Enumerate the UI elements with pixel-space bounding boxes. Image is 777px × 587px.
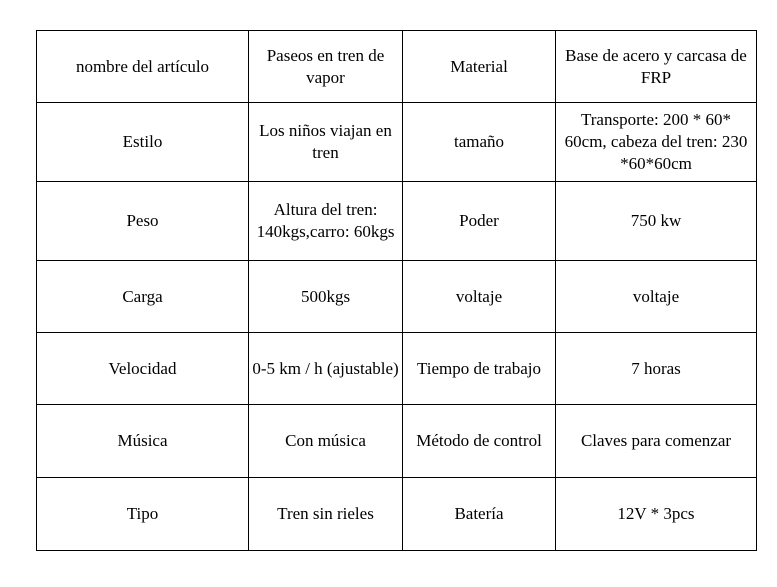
music-value: Con música bbox=[249, 405, 403, 478]
load-value: 500kgs bbox=[249, 261, 403, 333]
table-row bbox=[37, 478, 757, 551]
table-row bbox=[37, 103, 757, 182]
working-time-label: Tiempo de trabajo bbox=[403, 333, 556, 405]
battery-value: 12V * 3pcs bbox=[556, 478, 757, 551]
style-label: Estilo bbox=[37, 103, 249, 182]
voltage-label: voltaje bbox=[403, 261, 556, 333]
item-name-value: Paseos en tren de vapor bbox=[249, 31, 403, 103]
speed-value: 0-5 km / h (ajustable) bbox=[249, 333, 403, 405]
table-row bbox=[37, 182, 757, 261]
voltage-value: voltaje bbox=[556, 261, 757, 333]
weight-value: Altura del tren: 140kgs,carro: 60kgs bbox=[249, 182, 403, 261]
type-value: Tren sin rieles bbox=[249, 478, 403, 551]
table-row bbox=[37, 31, 757, 103]
weight-label: Peso bbox=[37, 182, 249, 261]
material-label: Material bbox=[403, 31, 556, 103]
style-value: Los niños viajan en tren bbox=[249, 103, 403, 182]
type-label: Tipo bbox=[37, 478, 249, 551]
control-method-label: Método de control bbox=[403, 405, 556, 478]
spec-table bbox=[36, 30, 757, 551]
table-row bbox=[37, 405, 757, 478]
control-method-value: Claves para comenzar bbox=[556, 405, 757, 478]
table-row bbox=[37, 333, 757, 405]
table-row bbox=[37, 261, 757, 333]
working-time-value: 7 horas bbox=[556, 333, 757, 405]
load-label: Carga bbox=[37, 261, 249, 333]
item-name-label: nombre del artículo bbox=[37, 31, 249, 103]
size-value: Transporte: 200 * 60* 60cm, cabeza del tren: 230 *60*60cm bbox=[556, 103, 757, 182]
battery-label: Batería bbox=[403, 478, 556, 551]
music-label: Música bbox=[37, 405, 249, 478]
size-label: tamaño bbox=[403, 103, 556, 182]
power-label: Poder bbox=[403, 182, 556, 261]
speed-label: Velocidad bbox=[37, 333, 249, 405]
material-value: Base de acero y carcasa de FRP bbox=[556, 31, 757, 103]
power-value: 750 kw bbox=[556, 182, 757, 261]
